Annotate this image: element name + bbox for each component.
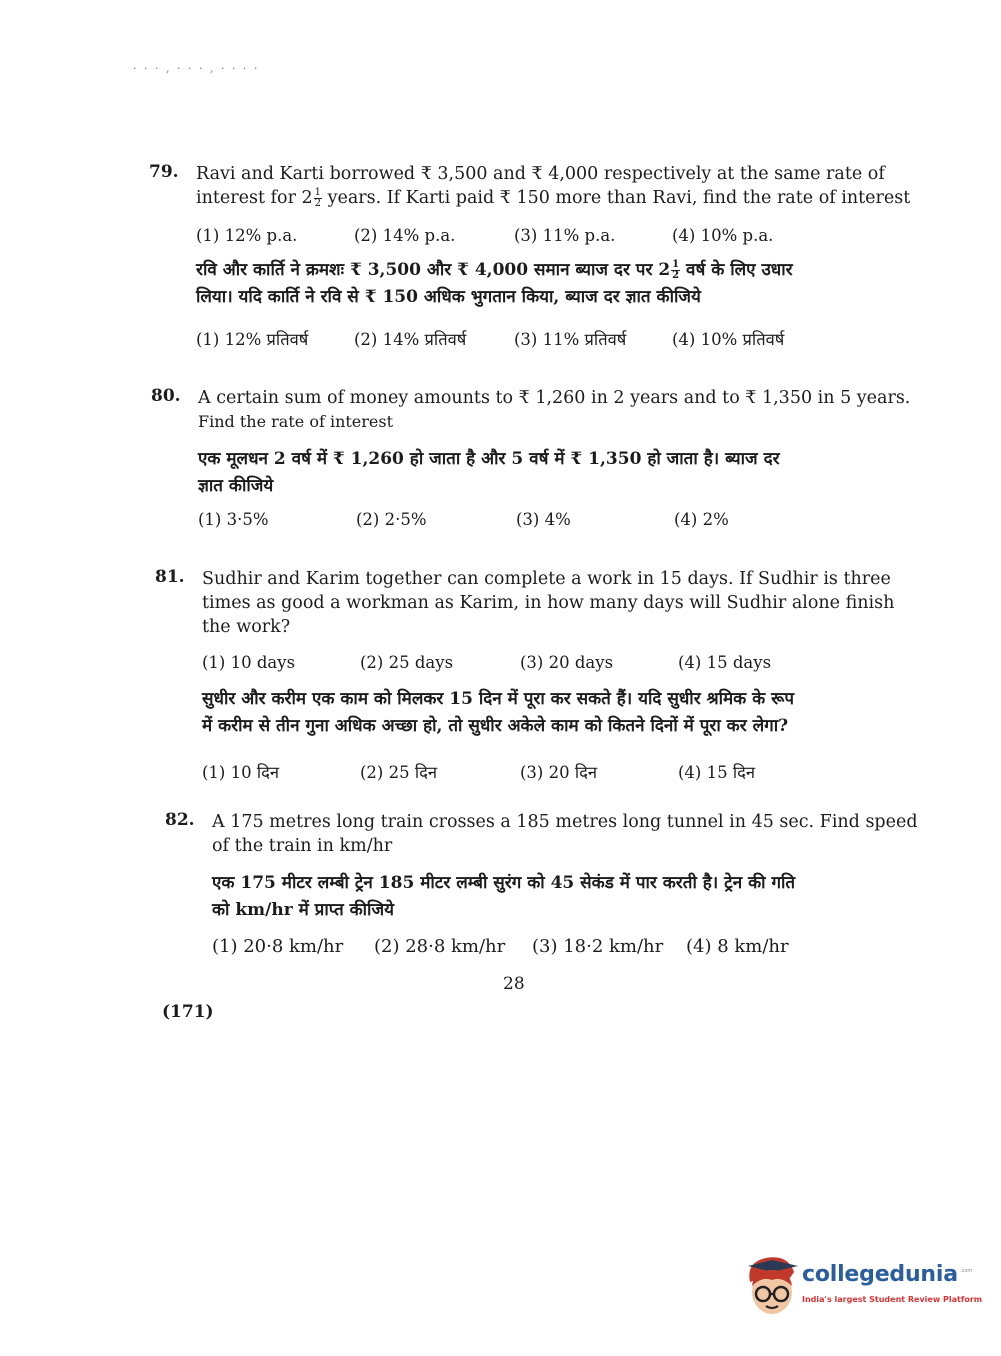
- page-number: 28: [503, 974, 525, 994]
- question-text-hi-line2: लिया। यदि कार्ति ने रवि से ₹ 150 अधिक भुगतान किया, ब्याज दर ज्ञात कीजिये: [196, 287, 701, 307]
- option-1: (1) 20·8 km/hr: [212, 936, 344, 957]
- fraction-half-hi: $\frac{1}{2}$: [672, 259, 680, 281]
- option-3: (3) 18·2 km/hr: [532, 936, 664, 957]
- question-text-en-line2: times as good a workman as Karim, in how many days will Sudhir alone finish: [202, 593, 895, 613]
- option-2: (2) 25 days: [360, 653, 454, 672]
- options-en: [196, 226, 916, 245]
- option-3: (3) 20 दिन: [520, 763, 598, 782]
- top-mark: · · · , · · · , · · · ·: [133, 62, 260, 75]
- question-text-en-line1: A 175 metres long train crosses a 185 metres long tunnel in 45 sec. Find speed: [212, 812, 918, 832]
- options: [198, 510, 918, 529]
- mascot-icon: [742, 1252, 802, 1322]
- options: [212, 936, 932, 957]
- option-2: (2) 14% p.a.: [354, 226, 456, 245]
- option-3: (3) 11% प्रतिवर्ष: [514, 330, 627, 349]
- options-hi: [202, 760, 922, 783]
- question-text-en-line1: Ravi and Karti borrowed ₹ 3,500 and ₹ 4,000 respectively at the same rate of: [196, 164, 885, 184]
- option-3: (3) 20 days: [520, 653, 614, 672]
- option-4: (4) 10% प्रतिवर्ष: [672, 330, 785, 349]
- logo-tagline: India's largest Student Review Platform: [802, 1295, 983, 1304]
- option-2: (2) 25 दिन: [360, 763, 438, 782]
- question-text-en-line2: Find the rate of interest: [198, 412, 394, 431]
- question-number: 79.: [149, 162, 179, 182]
- option-1: (1) 10 days: [202, 653, 296, 672]
- option-1: (1) 12% प्रतिवर्ष: [196, 330, 309, 349]
- fraction-half: $\frac{1}{2}$: [314, 187, 322, 209]
- options-en: [202, 653, 922, 672]
- question-text-hi-line2: में करीम से तीन गुना अधिक अच्छा हो, तो सुधीर अकेले काम को कितने दिनों में पूरा कर लेगा?: [202, 716, 789, 736]
- question-number: 81.: [155, 567, 185, 587]
- option-4: (4) 8 km/hr: [686, 936, 789, 957]
- page-code: (171): [162, 1002, 214, 1022]
- question-text-en-line1: Sudhir and Karim together can complete a work in 15 days. If Sudhir is three: [202, 569, 891, 589]
- question-text-en-line3: the work?: [202, 617, 291, 637]
- question-text-hi-line2: को km/hr में प्राप्त कीजिये: [212, 900, 394, 920]
- option-2: (2) 2·5%: [356, 510, 427, 529]
- question-82: [165, 810, 932, 957]
- logo-suffix: .com: [960, 1268, 973, 1274]
- logo-wordmark: collegedunia: [802, 1262, 958, 1287]
- question-text-hi-line2: ज्ञात कीजिये: [198, 476, 274, 496]
- question-79: [149, 162, 916, 350]
- question-text-en-line1: A certain sum of money amounts to ₹ 1,260 in 2 years and to ₹ 1,350 in 5 years.: [198, 388, 911, 408]
- question-81: [155, 567, 922, 783]
- option-4: (4) 2%: [674, 510, 729, 529]
- question-80: [151, 386, 918, 529]
- question-text-hi-line1: एक 175 मीटर लम्बी ट्रेन 185 मीटर लम्बी सुरंग को 45 सेकंड में पार करती है। ट्रेन की गति: [212, 873, 796, 893]
- question-text-hi-line1: सुधीर और करीम एक काम को मिलकर 15 दिन में पूरा कर सकते हैं। यदि सुधीर श्रमिक के रूप: [202, 689, 794, 709]
- question-number: 82.: [165, 810, 195, 830]
- question-text-en-line2: interest for 2 $\frac{1}{2}$ years. If Karti paid ₹ 150 more than Ravi, find the rate of interest: [196, 187, 911, 209]
- question-text-hi-line1: रवि और कार्ति ने क्रमशः ₹ 3,500 और ₹ 4,000 समान ब्याज दर पर 2 $\frac{1}{2}$ वर्ष के लिए उधार: [196, 259, 793, 281]
- option-3: (3) 4%: [516, 510, 571, 529]
- option-4: (4) 15 days: [678, 653, 772, 672]
- option-2: (2) 14% प्रतिवर्ष: [354, 330, 467, 349]
- option-1: (1) 10 दिन: [202, 763, 280, 782]
- option-3: (3) 11% p.a.: [514, 226, 616, 245]
- options-hi: [196, 327, 916, 350]
- option-4: (4) 15 दिन: [678, 763, 756, 782]
- option-1: (1) 3·5%: [198, 510, 269, 529]
- question-number: 80.: [151, 386, 181, 406]
- option-1: (1) 12% p.a.: [196, 226, 298, 245]
- question-text-hi-line1: एक मूलधन 2 वर्ष में ₹ 1,260 हो जाता है और 5 वर्ष में ₹ 1,350 हो जाता है। ब्याज दर: [198, 449, 780, 469]
- option-2: (2) 28·8 km/hr: [374, 936, 506, 957]
- option-4: (4) 10% p.a.: [672, 226, 774, 245]
- question-text-en-line2: of the train in km/hr: [212, 836, 393, 856]
- collegedunia-logo: [742, 1252, 983, 1322]
